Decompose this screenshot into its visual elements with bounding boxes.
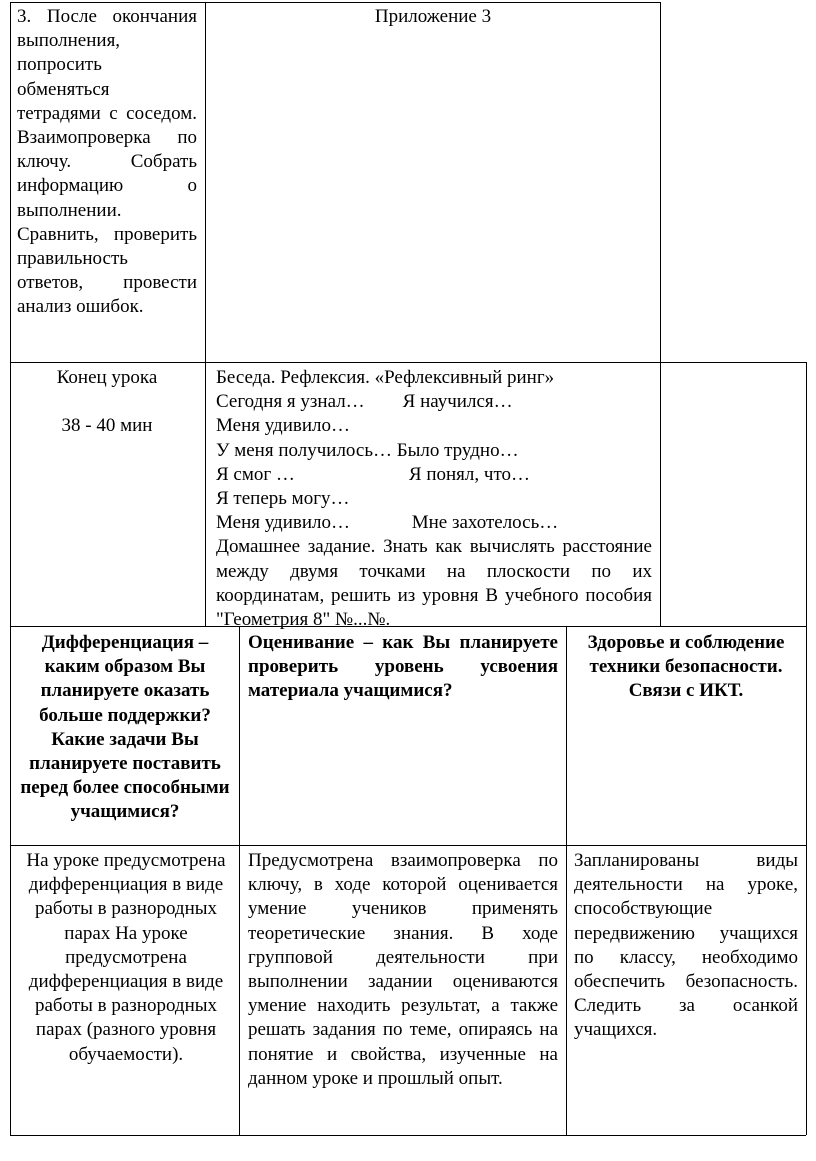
stage-label: Конец урока	[56, 367, 158, 388]
reflection-line: Меня удивило…	[216, 415, 350, 437]
grid-line	[10, 362, 806, 363]
reflection-line: Сегодня я узнал… Я научился…	[216, 391, 513, 413]
grid-line	[10, 845, 806, 846]
assessment-header: Оценивание – как Вы планируете проверить уровень усвоения материала учащимися?	[248, 632, 558, 702]
reflection-line: Я смог … Я понял, что…	[216, 463, 531, 485]
reflection-line: Я теперь могу…	[216, 488, 350, 510]
appendix-cell	[210, 5, 656, 29]
reflection-line: У меня получилось… Было трудно…	[216, 439, 519, 461]
reflection-cell	[216, 366, 652, 632]
step-text: 3. После окончания выполнения, попросить обменяться тетрадями с соседом. Взаимопроверка по ключу. Собрать информацию о выполнении. Сравнить, проверить правильность ответов, провести анализ ошибок.	[17, 6, 197, 318]
reflection-line: Меня удивило… Мне захотелось…	[216, 512, 559, 534]
grid-line	[10, 2, 11, 1135]
grid-line	[10, 2, 660, 3]
health-content: Запланированы виды деятельности на уроке, способствующие передвижению учащихся по классу, необходимо обеспечить безопасность. Следить за осанкой учащихся.	[574, 850, 798, 1041]
health-header: Здоровье и соблюдение техники безопасности. Связи с ИКТ.	[587, 632, 785, 702]
grid-line	[806, 362, 807, 1135]
differentiation-header: Дифференциация – каким образом Вы планируете оказать больше поддержки? Какие задачи Вы планируете поставить перед более способными учащимися?	[20, 632, 230, 823]
homework-text: Домашнее задание. Знать как вычислять расстояние между двумя точками на плоскости по их координатам, решить из уровня В учебного пособия "Геометрия 8" №...№.	[216, 536, 652, 631]
time-label: 38 - 40 мин	[61, 415, 153, 437]
differentiation-content: На уроке предусмотрена дифференциация в виде работы в разнородных парах На уроке предусмотрена дифференциация в виде работы в разнородных парах (разного уровня обучаемости).	[26, 850, 226, 1065]
appendix-label: Приложение 3	[374, 6, 492, 27]
reflection-line: Беседа. Рефлексия. «Рефлексивный ринг»	[216, 367, 555, 388]
grid-line	[239, 626, 240, 1135]
step-cell	[17, 5, 197, 320]
assessment-content: Предусмотрена взаимопроверка по ключу, в ходе которой оценивается умение учеников применять теоретические знания. В ходе групповой деятельности при выполнении задании оцениваются умение находить результат, а также решать задания по теме, опираясь на понятие и свойства, изученные на данном уроке и прошлый опыт.	[248, 850, 558, 1089]
lesson-end-cell	[12, 366, 202, 438]
grid-line	[660, 2, 661, 626]
grid-line	[566, 626, 567, 1135]
grid-line	[205, 2, 206, 626]
grid-line	[10, 1135, 806, 1136]
